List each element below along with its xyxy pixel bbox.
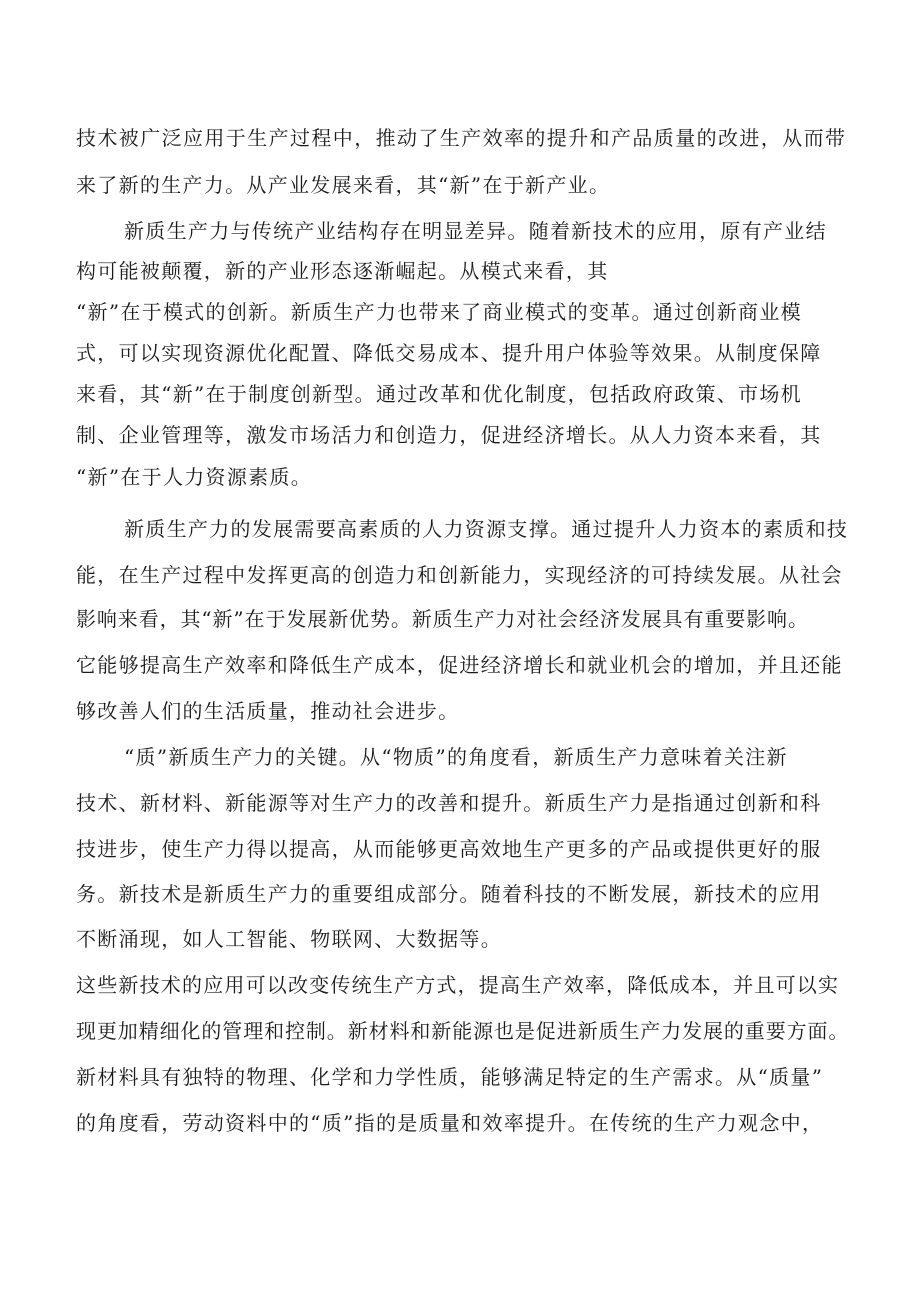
text-line: 来了新的生产力。从产业发展来看，其“新”在于新产业。 <box>76 173 611 197</box>
text-line: 技进步，使生产力得以提高，从而能够更高效地生产更多的产品或提供更好的服 <box>76 837 822 861</box>
text-line: 技术被广泛应用于生产过程中，推动了生产效率的提升和产品质量的改进，从而带 <box>76 126 847 150</box>
text-line: 新质生产力与传统产业结构存在明显差异。随着新技术的应用，原有产业结 <box>124 219 827 243</box>
text-line: 这些新技术的应用可以改变传统生产方式，提高生产效率，降低成本，并且可以实 <box>76 973 840 997</box>
text-line: 能，在生产过程中发挥更高的创造力和创新能力，实现经济的可持续发展。从社会 <box>76 563 843 587</box>
text-line: 制、企业管理等，激发市场活力和创造力，促进经济增长。从人力资本来看，其 <box>76 423 822 447</box>
text-line: 现更加精细化的管理和控制。新材料和新能源也是促进新质生产力发展的重要方面。 <box>76 1019 850 1043</box>
text-line: “新”在于模式的创新。新质生产力也带来了商业模式的变革。通过创新商业模 <box>76 300 802 324</box>
text-line: 构可能被颠覆，新的产业形态逐渐崛起。从模式来看，其 <box>76 259 609 283</box>
text-line: 技术、新材料、新能源等对生产力的改善和提升。新质生产力是指通过创新和科 <box>76 791 822 815</box>
text-line: 务。新技术是新质生产力的重要组成部分。随着科技的不断发展，新技术的应用 <box>76 882 822 906</box>
text-line: 新质生产力的发展需要高素质的人力资源支撑。通过提升人力资本的素质和技 <box>124 517 849 541</box>
text-line: 它能够提高生产效率和降低生产成本，促进经济增长和就业机会的增加，并且还能 <box>76 653 843 677</box>
text-line: “质”新质生产力的关键。从“物质”的角度看，新质生产力意味着关注新 <box>124 745 788 769</box>
text-line: 影响来看，其“新”在于发展新优势。新质生产力对社会经济发展具有重要影响。 <box>76 607 809 631</box>
text-line: 式，可以实现资源优化配置、降低交易成本、提升用户体验等效果。从制度保障 <box>76 341 822 365</box>
text-line: 的角度看，劳动资料中的“质”指的是质量和效率提升。在传统的生产力观念中， <box>76 1111 824 1135</box>
text-line: 够改善人们的生活质量，推动社会进步。 <box>76 699 460 723</box>
text-line: 来看，其“新”在于制度创新型。通过改革和优化制度，包括政府政策、市场机 <box>76 382 802 406</box>
text-line: 新材料具有独特的物理、化学和力学性质，能够满足特定的生产需求。从“质量” <box>76 1065 824 1089</box>
text-line: “新”在于人力资源素质。 <box>76 465 313 489</box>
text-line: 不断涌现，如人工智能、物联网、大数据等。 <box>76 927 502 951</box>
